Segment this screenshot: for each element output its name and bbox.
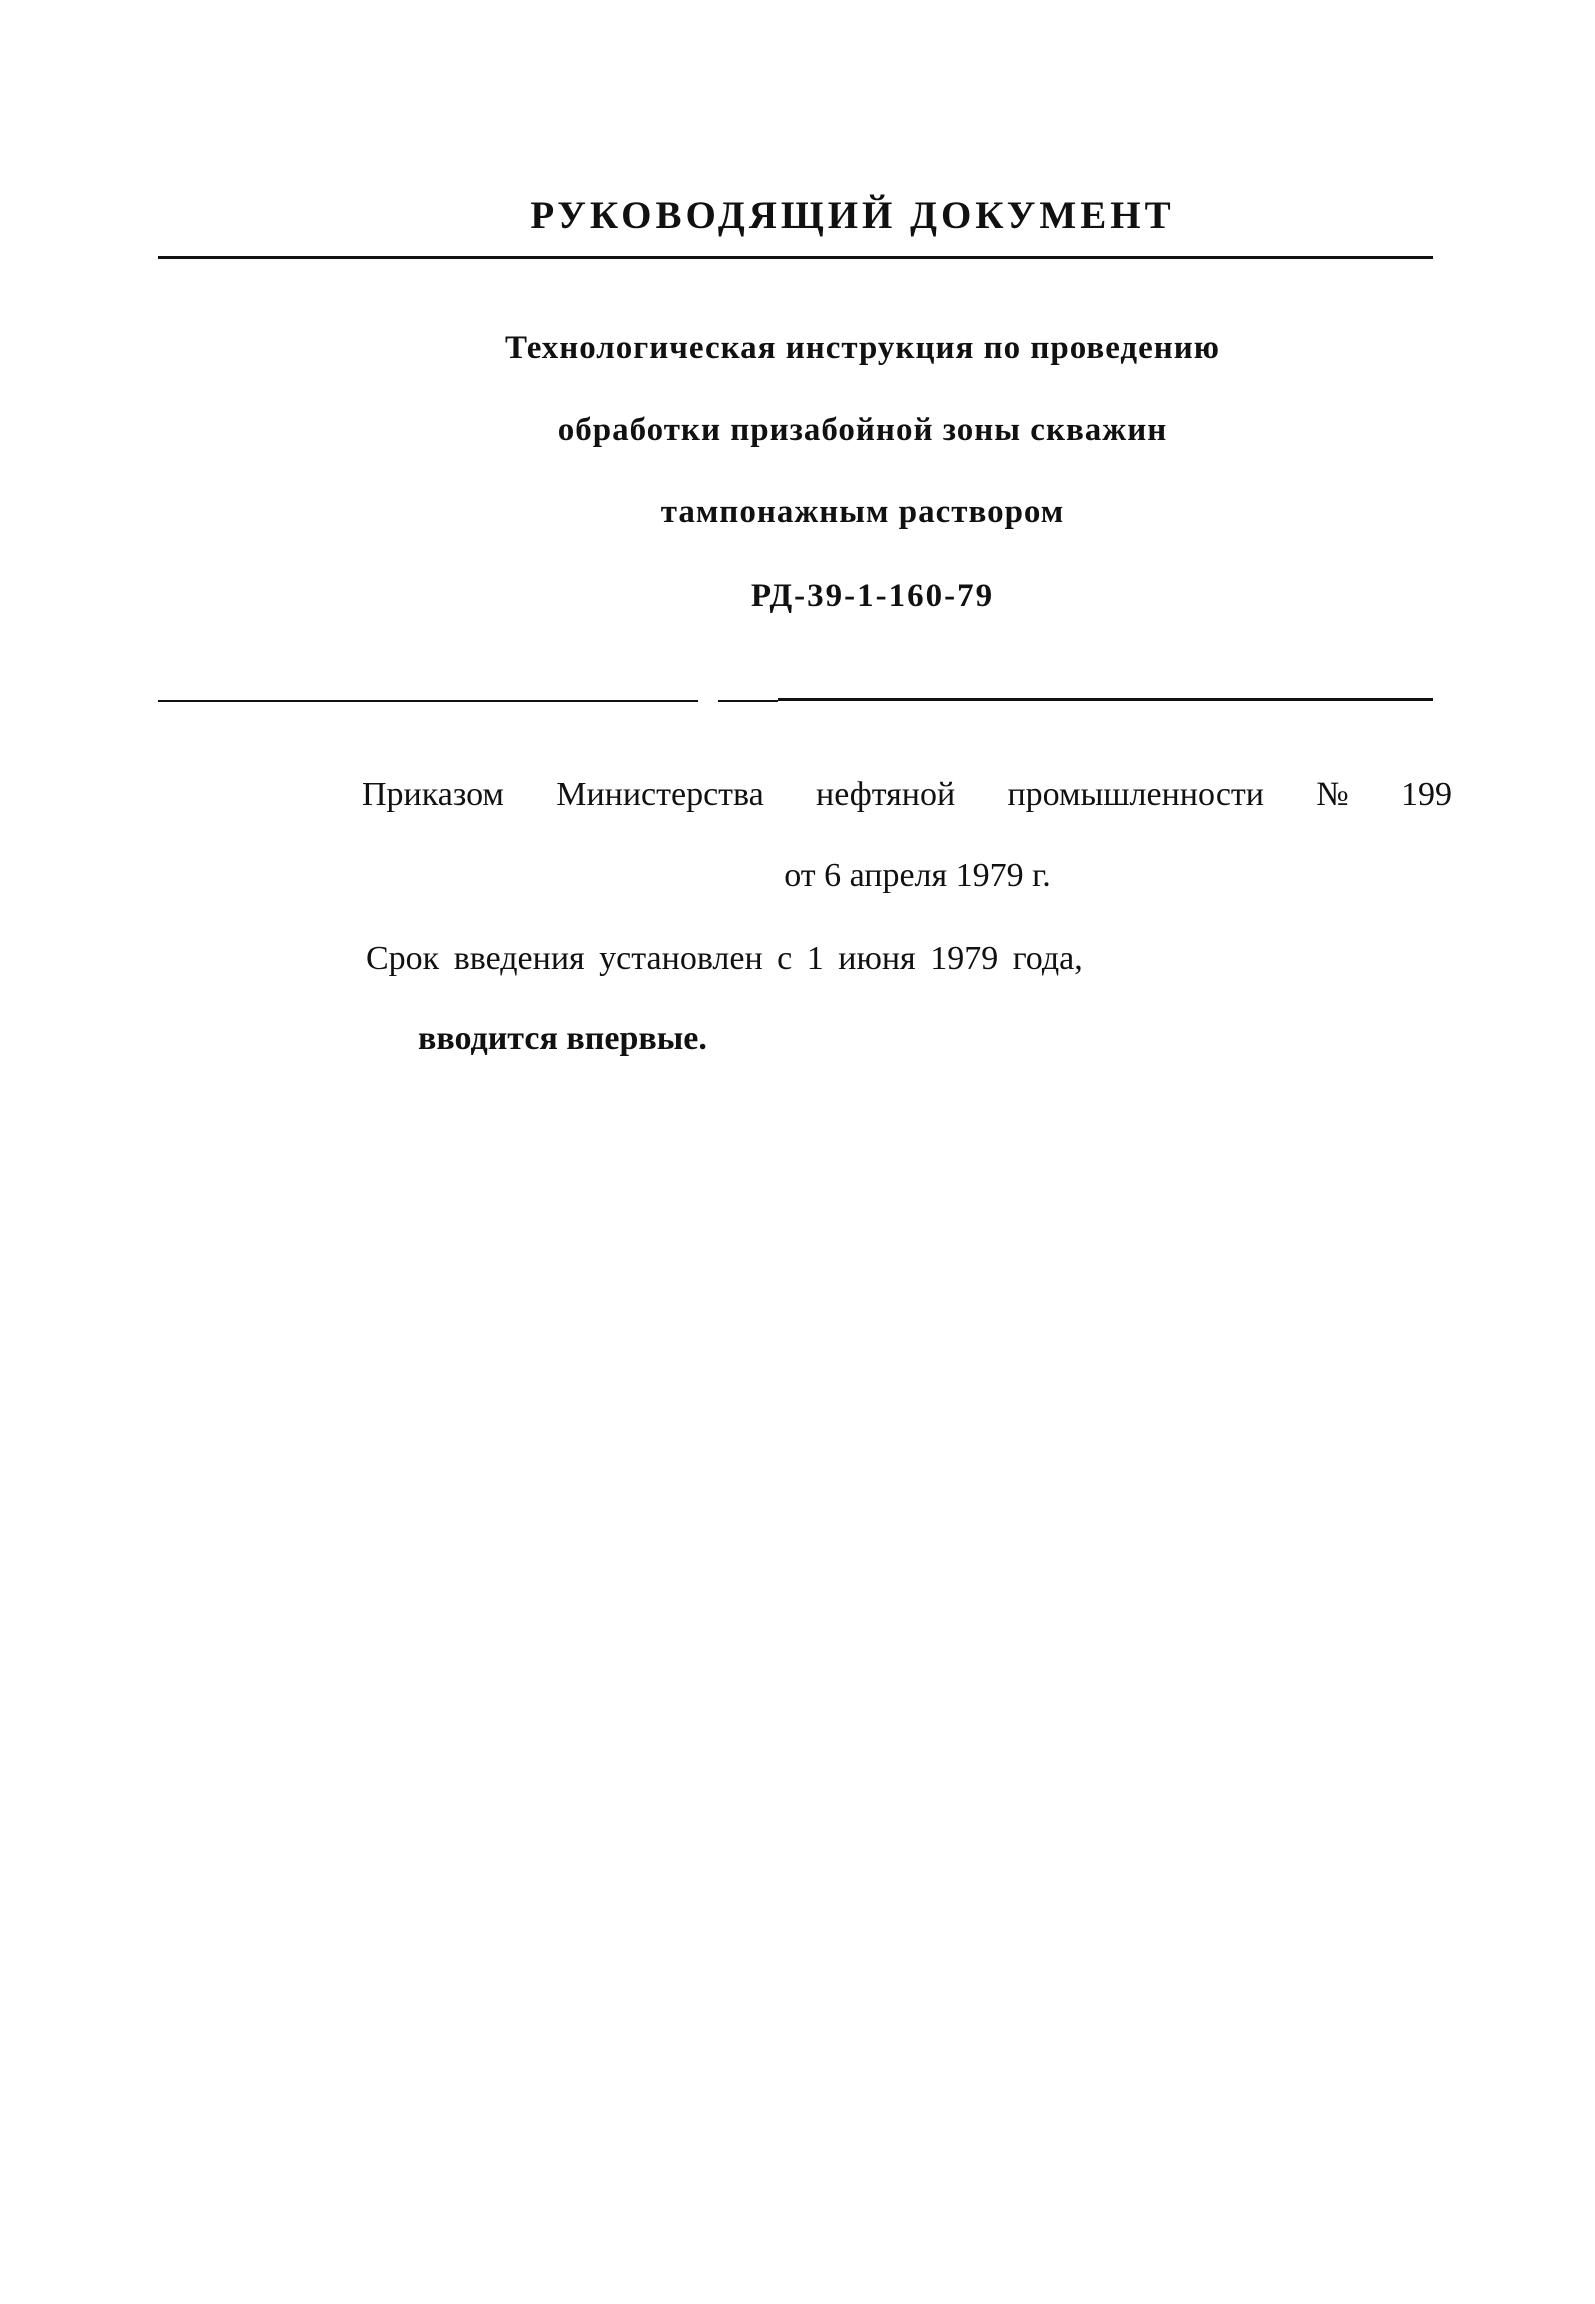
- title-line-2: обработки призабойной зоны скважин: [557, 412, 1168, 448]
- first-introduction-note: вводится впервые.: [418, 1020, 707, 1057]
- order-date: от 6 апреля 1979 г.: [784, 857, 1051, 894]
- divider-segment: [278, 700, 698, 702]
- order-word: промышленности: [1007, 776, 1264, 813]
- title-line-3: тампонажным раствором: [660, 494, 1065, 530]
- order-number: 199: [1400, 776, 1452, 813]
- title-line-1: Технологическая инструкция по проведению: [504, 330, 1221, 366]
- document-type-heading: РУКОВОДЯЩИЙ ДОКУМЕНТ: [530, 194, 1175, 237]
- order-line: [362, 776, 1452, 814]
- middle-divider: [158, 698, 1433, 706]
- order-word: нефтяной: [816, 776, 956, 813]
- divider-segment: [778, 698, 1433, 701]
- order-word: №: [1316, 776, 1349, 813]
- order-word: Приказом: [362, 776, 504, 813]
- divider-segment: [158, 700, 278, 702]
- document-code: РД-39-1-160-79: [750, 578, 995, 614]
- top-divider: [158, 256, 1433, 259]
- effective-date-line: Срок введения установлен с 1 июня 1979 года,: [366, 940, 1083, 977]
- order-word: Министерства: [556, 776, 764, 813]
- divider-segment: [718, 700, 778, 702]
